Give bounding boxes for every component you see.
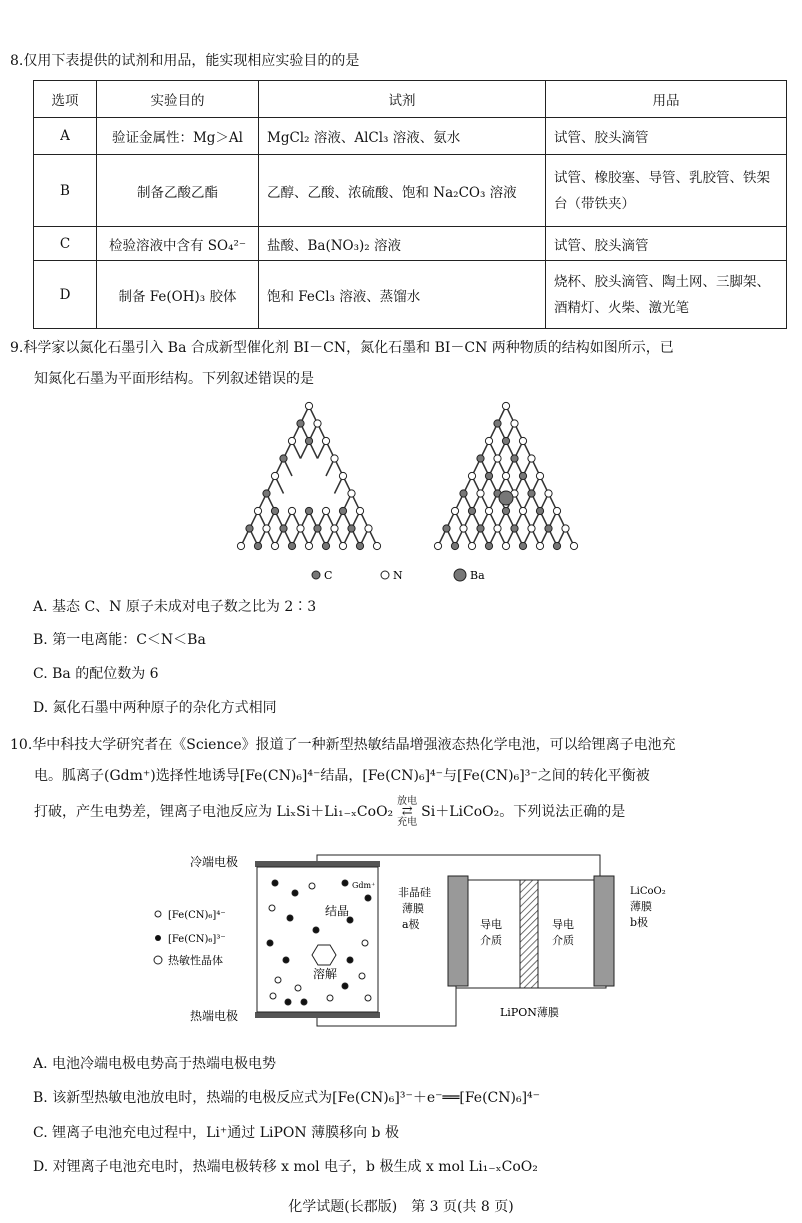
cell: 制备 Fe(OH)₃ 胶体 bbox=[97, 261, 259, 329]
fe4-ion bbox=[359, 973, 365, 979]
fe3-ion bbox=[301, 999, 307, 1005]
table-header-row bbox=[34, 81, 787, 118]
q10-option-a: A. 电池冷端电极电势高于热端电极电势 bbox=[33, 1056, 277, 1072]
atom-node bbox=[322, 437, 329, 444]
q9-option-b: B. 第一电离能：C＜N＜Ba bbox=[33, 632, 206, 648]
cold-electrode-label: 冷端电极 bbox=[190, 855, 239, 869]
atom-node bbox=[477, 525, 484, 532]
cell: 试管、胶头滴管 bbox=[546, 227, 787, 261]
atom-node bbox=[485, 437, 492, 444]
atom-node bbox=[468, 472, 475, 479]
table-row bbox=[34, 227, 787, 261]
fe3-ion bbox=[342, 880, 348, 886]
atom-node bbox=[485, 507, 492, 514]
atom-node bbox=[254, 542, 261, 549]
q8-stem: 8.仅用下表提供的试剂和用品，能实现相应实验目的的是 bbox=[10, 53, 360, 69]
b-electrode-label-2: 薄膜 bbox=[630, 900, 652, 913]
atom-node bbox=[305, 507, 312, 514]
atom-node bbox=[356, 507, 363, 514]
atom-node bbox=[451, 542, 458, 549]
fe4-ion bbox=[295, 985, 301, 991]
q9-option-d: D. 氮化石墨中两种原子的杂化方式相同 bbox=[33, 700, 277, 716]
fe4-ion bbox=[365, 995, 371, 1001]
atom-node bbox=[536, 542, 543, 549]
atom-node bbox=[443, 525, 450, 532]
a-electrode-label-1: 非晶硅 bbox=[398, 886, 431, 899]
header-purpose: 实验目的 bbox=[97, 81, 259, 118]
atom-node bbox=[322, 542, 329, 549]
q10-option-c: C. 锂离子电池充电过程中，Li⁺通过 LiPON 薄膜移向 b 极 bbox=[33, 1125, 399, 1141]
hot-electrode bbox=[255, 1012, 380, 1018]
atom-node bbox=[468, 542, 475, 549]
atom-node bbox=[519, 472, 526, 479]
b-electrode bbox=[594, 876, 614, 986]
equilibrium-arrow-icon: ⇄ bbox=[401, 804, 413, 819]
atom-node bbox=[553, 507, 560, 514]
atom-node bbox=[502, 542, 509, 549]
atom-node bbox=[254, 507, 261, 514]
atom-node bbox=[297, 525, 304, 532]
atom-node bbox=[288, 507, 295, 514]
q10-stem-line1: 10.华中科技大学研究者在《Science》报道了一种新型热敏结晶增强液态热化学电池，可以给锂离子电池充 bbox=[10, 737, 676, 753]
b-electrode-label-1: LiCoO₂ bbox=[630, 886, 666, 897]
dissolve-label: 溶解 bbox=[313, 967, 338, 981]
fe4-ion bbox=[362, 940, 368, 946]
conductor-right-2: 介质 bbox=[552, 934, 574, 947]
q10-stem-line3 bbox=[10, 796, 802, 828]
conductor-right-1: 导电 bbox=[552, 918, 574, 931]
atom-node bbox=[373, 542, 380, 549]
fe4-ion bbox=[269, 905, 275, 911]
atom-node bbox=[494, 525, 501, 532]
structure-left bbox=[237, 402, 380, 549]
q9-stem-line2: 知氮化石墨为平面形结构。下列叙述错误的是 bbox=[34, 371, 314, 387]
q10-stem-line2: 电。胍离子(Gdm⁺)选择性地诱导[Fe(CN)₆]⁴⁻结晶，[Fe(CN)₆]⁴⁻与[Fe(CN)₆]³⁻之间的转化平衡被 bbox=[34, 768, 650, 784]
fe3-ion bbox=[283, 957, 289, 963]
cell: C bbox=[34, 227, 97, 261]
atom-node bbox=[528, 490, 535, 497]
legend-crystal-icon bbox=[154, 956, 162, 964]
atom-node bbox=[511, 455, 518, 462]
hot-electrode-label: 热端电极 bbox=[190, 1009, 239, 1023]
atom-node bbox=[519, 542, 526, 549]
cell: 乙醇、乙酸、浓硫酸、饱和 Na₂CO₃ 溶液 bbox=[259, 155, 546, 227]
atom-node bbox=[280, 525, 287, 532]
fe3-ion bbox=[292, 890, 298, 896]
header-option: 选项 bbox=[34, 81, 97, 118]
atom-node bbox=[271, 542, 278, 549]
table-row bbox=[34, 155, 787, 227]
lipon-label: LiPON薄膜 bbox=[500, 1006, 559, 1019]
atom-node bbox=[553, 542, 560, 549]
atom-node bbox=[322, 507, 329, 514]
a-electrode-label-2: 薄膜 bbox=[402, 902, 424, 915]
atom-node bbox=[536, 507, 543, 514]
atom-node bbox=[519, 507, 526, 514]
q9-option-a: A. 基态 C、N 原子未成对电子数之比为 2∶3 bbox=[33, 599, 317, 615]
atom-node bbox=[570, 542, 577, 549]
atom-node bbox=[562, 525, 569, 532]
fe4-ion bbox=[309, 883, 315, 889]
cell: 盐酸、Ba(NO₃)₂ 溶液 bbox=[259, 227, 546, 261]
legend-fe4-label: [Fe(CN)₆]⁴⁻ bbox=[168, 910, 226, 921]
atom-node bbox=[451, 507, 458, 514]
graphite-nitride-structure-figure bbox=[230, 398, 580, 588]
atom-node bbox=[460, 525, 467, 532]
atom-node bbox=[288, 542, 295, 549]
cell: MgCl₂ 溶液、AlCl₃ 溶液、氨水 bbox=[259, 118, 546, 155]
atom-node bbox=[348, 490, 355, 497]
atom-node bbox=[314, 525, 321, 532]
atom-node bbox=[271, 472, 278, 479]
atom-node bbox=[305, 402, 312, 409]
fe3-ion bbox=[272, 880, 278, 886]
atom-node bbox=[339, 542, 346, 549]
atom-node bbox=[331, 455, 338, 462]
cell: 制备乙酸乙酯 bbox=[97, 155, 259, 227]
a-electrode-label-3: a极 bbox=[402, 918, 420, 931]
battery-diagram bbox=[140, 848, 700, 1033]
fe4-ion bbox=[327, 995, 333, 1001]
atom-node bbox=[502, 472, 509, 479]
table-row bbox=[34, 261, 787, 329]
legend-c-icon bbox=[312, 571, 320, 579]
atom-node bbox=[519, 437, 526, 444]
atom-node bbox=[348, 525, 355, 532]
cell: 试管、橡胶塞、导管、乳胶管、铁架台（带铁夹） bbox=[546, 155, 787, 227]
atom-node bbox=[545, 525, 552, 532]
fe3-ion bbox=[285, 999, 291, 1005]
fe3-ion bbox=[342, 983, 348, 989]
arrow-charge-label: 充电 bbox=[397, 817, 418, 828]
legend-fe3-label: [Fe(CN)₆]³⁻ bbox=[168, 934, 226, 945]
atom-node bbox=[494, 455, 501, 462]
a-electrode bbox=[448, 876, 468, 986]
atom-node bbox=[502, 437, 509, 444]
cell: 验证金属性：Mg＞Al bbox=[97, 118, 259, 155]
fe3-ion bbox=[267, 940, 273, 946]
conductor-left-2: 介质 bbox=[480, 934, 502, 947]
atom-node bbox=[494, 420, 501, 427]
header-supplies: 用品 bbox=[546, 81, 787, 118]
q10-option-d: D. 对锂离子电池充电时，热端电极转移 x mol 电子，b 极生成 x mol Li₁₋ₓCoO₂ bbox=[33, 1159, 538, 1175]
q10-reaction-left: 打破，产生电势差，锂离子电池反应为 LiₓSi＋Li₁₋ₓCoO₂ bbox=[34, 804, 394, 820]
structure-right bbox=[434, 402, 577, 549]
atom-node bbox=[477, 455, 484, 462]
arrow-discharge-label: 放电 bbox=[397, 796, 418, 807]
atom-node bbox=[460, 490, 467, 497]
reversible-arrow bbox=[397, 796, 417, 828]
cell: B bbox=[34, 155, 97, 227]
table-row bbox=[34, 118, 787, 155]
atom-node bbox=[271, 507, 278, 514]
lipon-membrane bbox=[520, 880, 538, 988]
atom-node bbox=[528, 455, 535, 462]
atom-node bbox=[485, 542, 492, 549]
fe3-ion bbox=[287, 915, 293, 921]
atom-node bbox=[477, 490, 484, 497]
atom-node bbox=[339, 472, 346, 479]
q10-reaction-right: Si＋LiCoO₂。下列说法正确的是 bbox=[421, 804, 626, 820]
q10-option-b: B. 该新型热敏电池放电时，热端的电极反应式为[Fe(CN)₆]³⁻＋e⁻══[Fe(CN)₆]⁴⁻ bbox=[33, 1090, 541, 1106]
cell: 烧杯、胶头滴管、陶土网、三脚架、酒精灯、火柴、激光笔 bbox=[546, 261, 787, 329]
atom-node bbox=[502, 507, 509, 514]
legend-n-label: N bbox=[393, 569, 403, 582]
q9-option-c: C. Ba 的配位数为 6 bbox=[33, 666, 159, 682]
atom-node bbox=[434, 542, 441, 549]
atom-node bbox=[356, 542, 363, 549]
atom-node bbox=[502, 402, 509, 409]
fe4-ion bbox=[270, 993, 276, 999]
atom-node bbox=[545, 490, 552, 497]
atom-node bbox=[511, 525, 518, 532]
ba-atom bbox=[499, 491, 513, 505]
atom-node bbox=[314, 420, 321, 427]
legend-crystal-label: 热敏性晶体 bbox=[168, 954, 223, 967]
cold-electrode bbox=[255, 861, 380, 867]
gdm-label: Gdm⁺ bbox=[352, 881, 376, 890]
legend-ba-label: Ba bbox=[470, 569, 485, 582]
atom-node bbox=[331, 525, 338, 532]
atom-node bbox=[280, 455, 287, 462]
cell: A bbox=[34, 118, 97, 155]
atom-node bbox=[237, 542, 244, 549]
b-electrode-label-3: b极 bbox=[630, 916, 649, 929]
atom-node bbox=[288, 437, 295, 444]
crystallize-label: 结晶 bbox=[325, 904, 350, 918]
atom-node bbox=[528, 525, 535, 532]
atom-node bbox=[263, 525, 270, 532]
legend-n-icon bbox=[381, 571, 389, 579]
atom-node bbox=[536, 472, 543, 479]
q9-stem-line1: 9.科学家以氮化石墨引入 Ba 合成新型催化剂 BI－CN，氮化石墨和 BI－CN 两种物质的结构如图所示，已 bbox=[10, 340, 674, 356]
cell: 饱和 FeCl₃ 溶液、蒸馏水 bbox=[259, 261, 546, 329]
atom-node bbox=[297, 420, 304, 427]
conductor-left-1: 导电 bbox=[480, 918, 502, 931]
atom-node bbox=[246, 525, 253, 532]
cell: 试管、胶头滴管 bbox=[546, 118, 787, 155]
fe3-ion bbox=[347, 957, 353, 963]
fe3-ion bbox=[365, 895, 371, 901]
atom-node bbox=[305, 437, 312, 444]
atom-node bbox=[263, 490, 270, 497]
legend-c-label: C bbox=[324, 569, 333, 582]
fe3-ion bbox=[313, 927, 319, 933]
cell: D bbox=[34, 261, 97, 329]
atom-node bbox=[365, 525, 372, 532]
atom-node bbox=[339, 507, 346, 514]
atom-node bbox=[305, 542, 312, 549]
header-reagent: 试剂 bbox=[259, 81, 546, 118]
cell: 检验溶液中含有 SO₄²⁻ bbox=[97, 227, 259, 261]
legend-fe3-icon bbox=[155, 935, 161, 941]
fe4-ion bbox=[275, 977, 281, 983]
legend-fe4-icon bbox=[155, 911, 161, 917]
atom-node bbox=[511, 420, 518, 427]
q8-table bbox=[33, 80, 787, 329]
atom-node bbox=[485, 472, 492, 479]
legend-ba-icon bbox=[454, 569, 466, 581]
atom-node bbox=[468, 507, 475, 514]
page-footer: 化学试题(长郡版) 第 3 页(共 8 页) bbox=[288, 1199, 514, 1215]
